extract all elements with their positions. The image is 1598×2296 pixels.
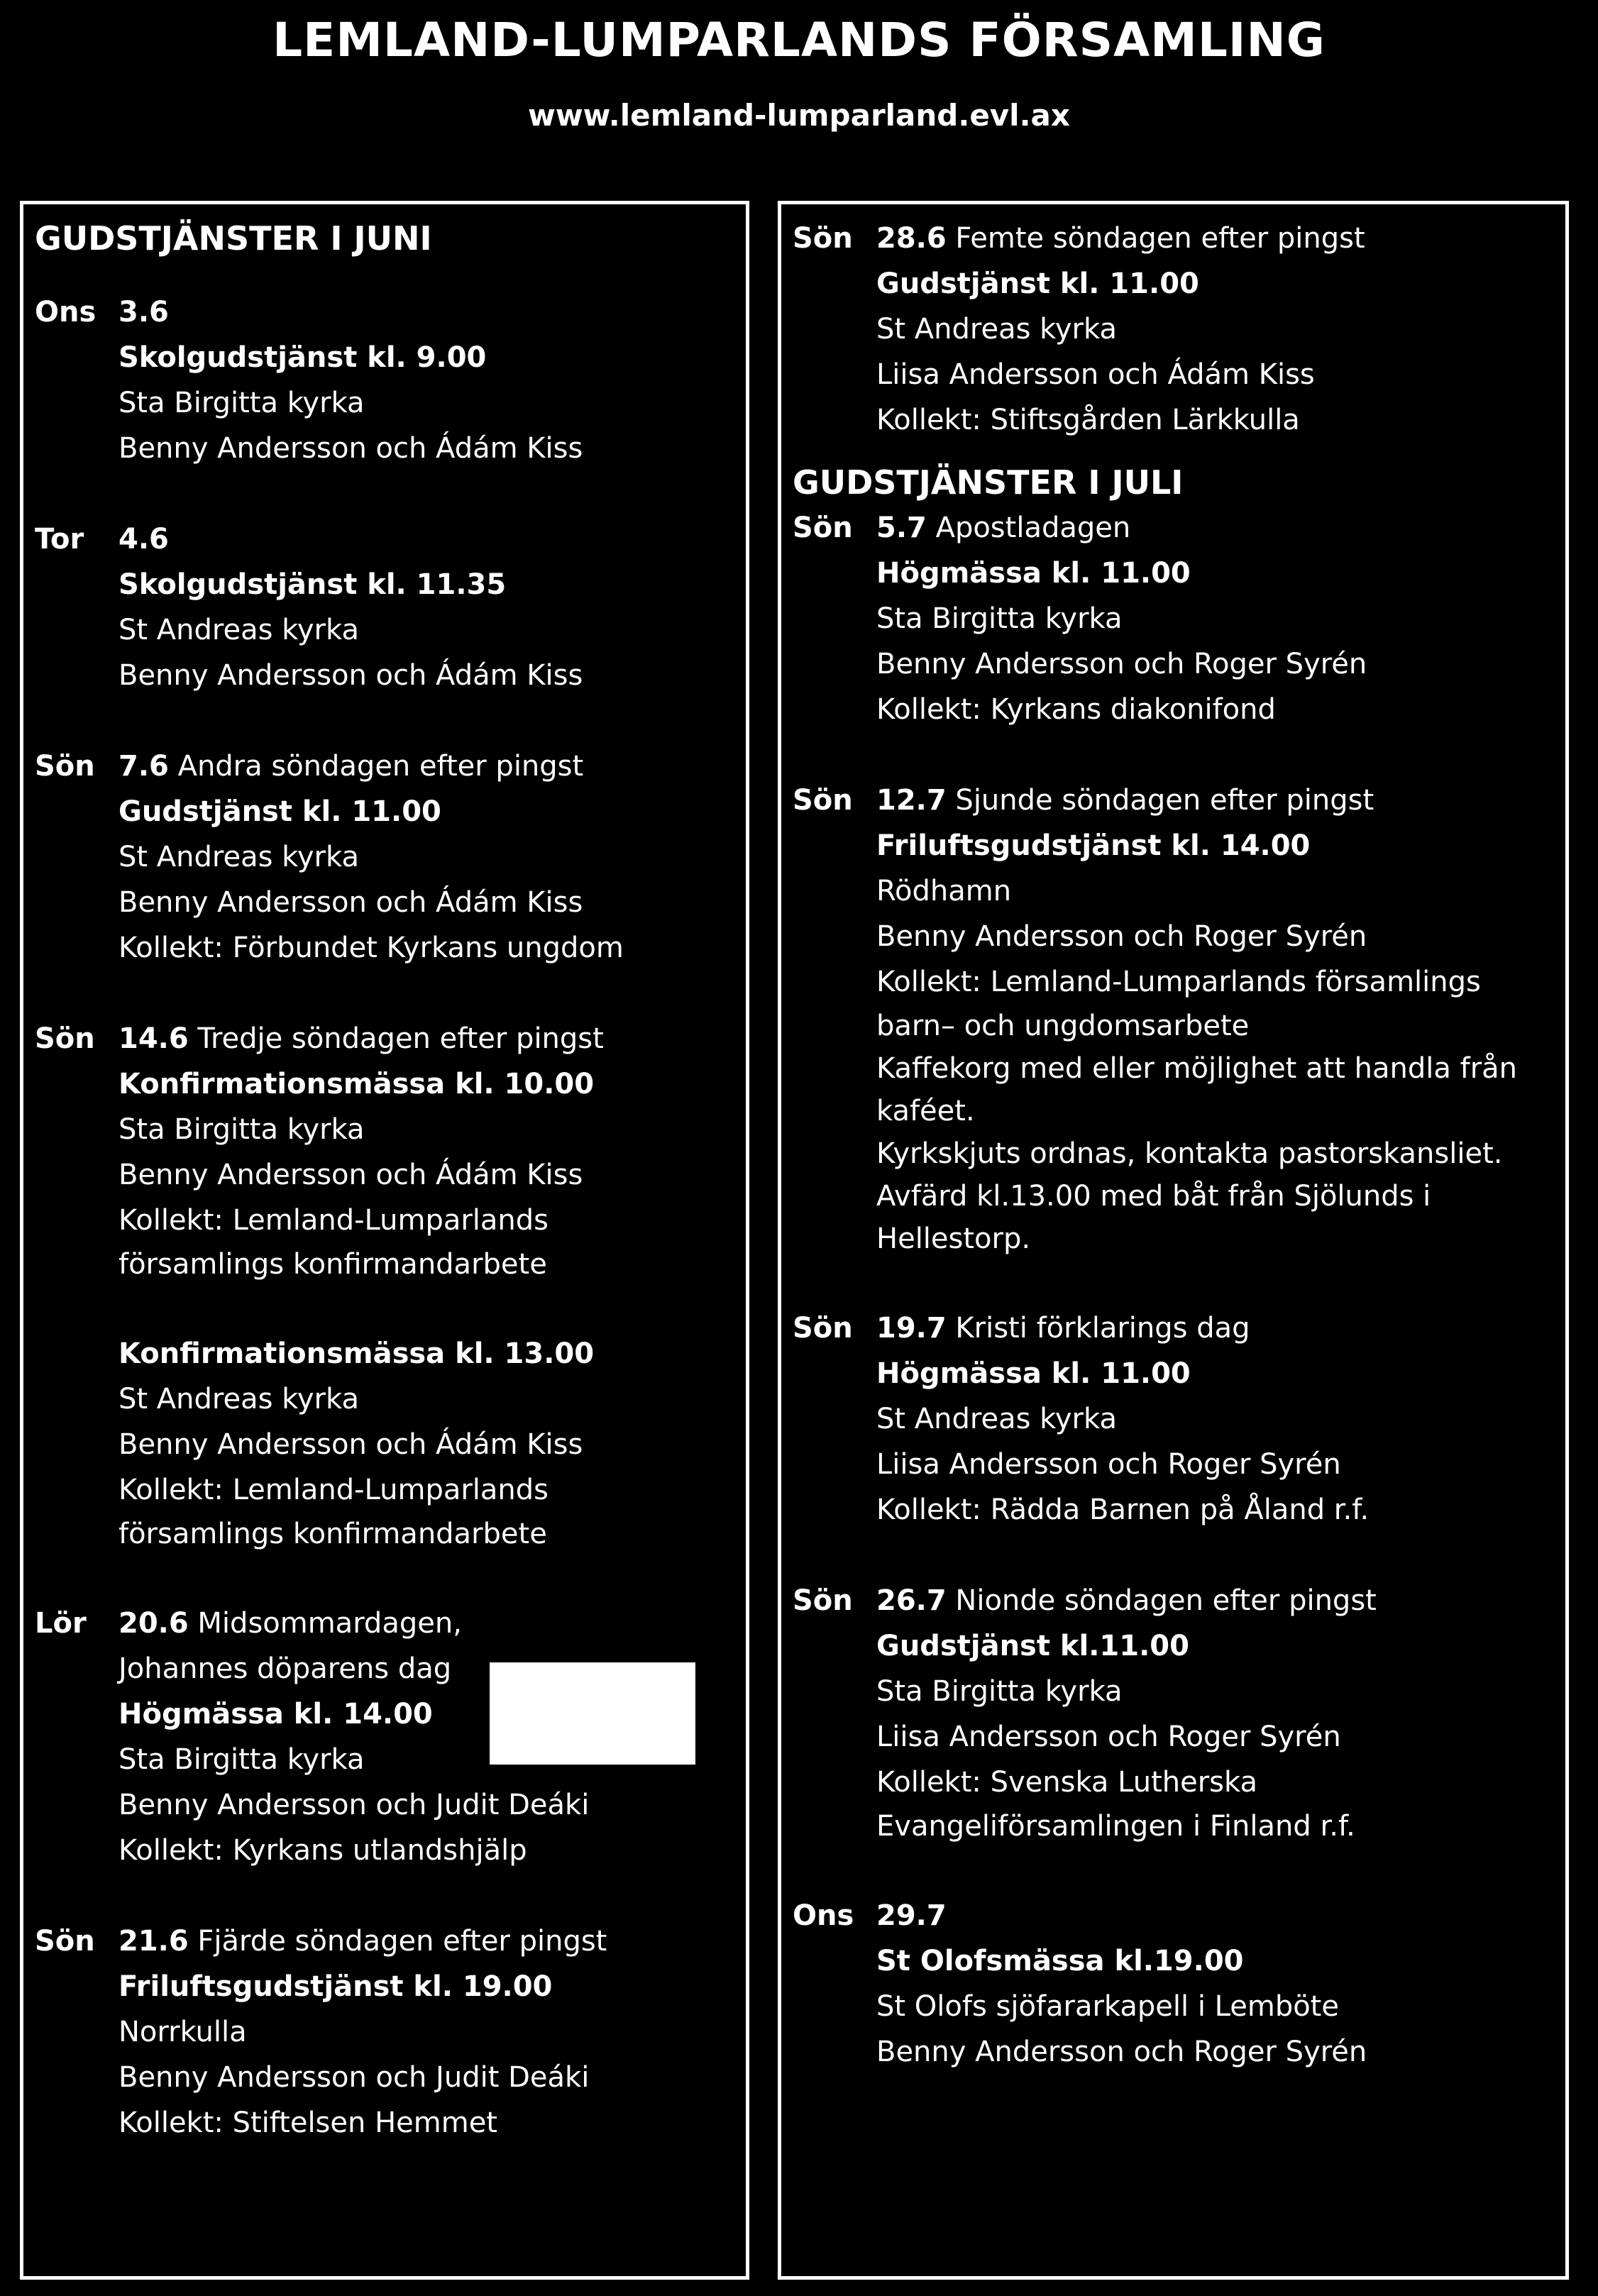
church-location: St Andreas kyrka: [119, 841, 359, 873]
occasion-name: Fjärde söndagen efter pingst: [197, 1925, 607, 1958]
collection-note: Kollekt: Svenska Lutherska: [876, 1766, 1257, 1799]
service-row: [35, 517, 734, 698]
church-location: Sta Birgitta kyrka: [876, 602, 1123, 635]
weekday-label: Sön: [793, 222, 853, 255]
service-type-time: Friluftsgudstjänst kl. 19.00: [119, 1970, 553, 2003]
service-date: 29.7: [876, 1899, 947, 1932]
officiants: Benny Andersson och Roger Syrén: [876, 2036, 1367, 2068]
service-date: 19.7: [876, 1312, 947, 1345]
officiants: Benny Andersson och Roger Syrén: [876, 920, 1367, 953]
service-row: [793, 1893, 1554, 2075]
occasion-name: Femte söndagen efter pingst: [955, 222, 1365, 255]
service-date: 21.6: [119, 1925, 189, 1958]
june-event-list: [35, 289, 734, 2146]
service-date: 12.7: [876, 784, 947, 817]
service-details: [876, 1893, 1554, 2075]
service-entry: [793, 1893, 1554, 2075]
service-details: [119, 1331, 734, 1555]
collection-note: Kollekt: Stiftsgården Lärkkulla: [876, 404, 1300, 436]
service-date: 20.6: [119, 1607, 189, 1640]
collection-note: Kollekt: Kyrkans diakonifond: [876, 693, 1276, 726]
service-type-time: Gudstjänst kl. 11.00: [876, 267, 1199, 300]
collection-note: Kollekt: Lemland-Lumparlands församlings: [876, 966, 1481, 998]
service-details: [876, 505, 1554, 732]
date-line: [876, 1306, 1554, 1351]
service-entry: [35, 289, 734, 471]
date-line: [876, 505, 1554, 551]
officiants: Liisa Andersson och Ádám Kiss: [876, 358, 1315, 391]
weekday-label: Tor: [35, 523, 84, 556]
collection-note: Kollekt: Lemland-Lumparlands: [119, 1474, 549, 1506]
collection-note: församlings konfirmandarbete: [119, 1518, 547, 1550]
service-type-time: Friluftsgudstjänst kl. 14.00: [876, 829, 1311, 862]
occasion-name: Andra söndagen efter pingst: [177, 750, 584, 783]
service-row: [793, 1578, 1554, 1848]
service-entry: [793, 216, 1554, 443]
parish-title: LEMLAND-LUMPARLANDS FÖRSAMLING: [272, 13, 1326, 67]
service-type-time: Högmässa kl. 14.00: [119, 1698, 433, 1731]
service-date: 7.6: [119, 750, 169, 783]
service-entry: [35, 1331, 734, 1555]
date-line: [119, 517, 734, 562]
collection-note: Evangeliförsamlingen i Finland r.f.: [876, 1810, 1355, 1843]
service-details: [876, 1306, 1554, 1533]
church-location: St Olofs sjöfararkapell i Lemböte: [876, 1990, 1339, 2023]
church-location: St Andreas kyrka: [876, 313, 1117, 346]
officiants: Benny Andersson och Roger Syrén: [876, 648, 1367, 680]
weekday-label: [35, 1331, 119, 1555]
service-entry: [793, 1306, 1554, 1533]
service-date: 5.7: [876, 512, 927, 544]
service-details: [876, 216, 1554, 443]
occasion-name: Kristi förklarings dag: [955, 1312, 1250, 1345]
date-line: [876, 778, 1554, 823]
church-location: Rödhamn: [876, 875, 1012, 907]
collection-note: Kollekt: Kyrkans utlandshjälp: [119, 1834, 527, 1867]
service-details: [119, 289, 734, 471]
collection-note: Kyrkskjuts ordnas, kontakta pastorskansliet.: [876, 1137, 1503, 1170]
collection-note: Kollekt: Rädda Barnen på Åland r.f.: [876, 1494, 1370, 1526]
collection-note: barn– och ungdomsarbete: [876, 1010, 1250, 1042]
service-date: 4.6: [119, 523, 169, 556]
officiants: Benny Andersson och Judit Deáki: [119, 1789, 590, 1821]
officiants: Liisa Andersson och Roger Syrén: [876, 1448, 1341, 1481]
date-line: [119, 1919, 734, 1964]
officiants: Benny Andersson och Judit Deáki: [119, 2061, 590, 2094]
date-line: [119, 1016, 734, 1061]
church-location: Sta Birgitta kyrka: [119, 1743, 365, 1776]
weekday-label: Ons: [35, 296, 97, 329]
officiants: Benny Andersson och Ádám Kiss: [119, 659, 583, 692]
collection-note: Kollekt: Stiftelsen Hemmet: [119, 2107, 497, 2139]
date-line: [876, 216, 1554, 261]
july-event-list: [793, 505, 1554, 2075]
collection-note: Hellestorp.: [876, 1222, 1031, 1255]
collection-note: Avfärd kl.13.00 med båt från Sjölunds i: [876, 1180, 1431, 1213]
weekday-label: Lör: [35, 1607, 87, 1640]
weekday-label: Ons: [793, 1899, 854, 1932]
officiants: Benny Andersson och Ádám Kiss: [119, 1159, 583, 1191]
officiants: Liisa Andersson och Roger Syrén: [876, 1721, 1341, 1753]
service-details: [876, 778, 1554, 1260]
church-location: St Andreas kyrka: [119, 1383, 359, 1415]
july-heading: GUDSTJÄNSTER I JULI: [793, 463, 1184, 502]
service-row: [35, 1919, 734, 2146]
service-entry: [35, 1016, 734, 1286]
service-type-time: Skolgudstjänst kl. 9.00: [119, 341, 487, 374]
date-line: [876, 1578, 1554, 1623]
service-entry: [35, 517, 734, 698]
service-entry: [793, 505, 1554, 732]
collection-note: kaféet.: [876, 1095, 975, 1127]
occasion-name-continued: Johannes döparens dag: [119, 1652, 452, 1685]
service-type-time: Gudstjänst kl.11.00: [876, 1630, 1189, 1662]
occasion-name: Apostladagen: [935, 512, 1131, 544]
service-type-time: Konfirmationsmässa kl. 10.00: [119, 1068, 595, 1100]
date-line: [876, 1893, 1554, 1938]
service-type-time: Högmässa kl. 11.00: [876, 1357, 1191, 1390]
service-row: [793, 1306, 1554, 1533]
church-location: Norrkulla: [119, 2016, 247, 2048]
parish-website[interactable]: www.lemland-lumparland.evl.ax: [528, 98, 1070, 133]
collection-note: Kollekt: Lemland-Lumparlands: [119, 1204, 549, 1237]
service-entry: [35, 744, 734, 971]
church-location: Sta Birgitta kyrka: [119, 387, 365, 419]
june-column: [20, 201, 749, 2280]
weekday-label: Sön: [793, 512, 853, 544]
church-location: St Andreas kyrka: [876, 1403, 1117, 1435]
service-type-time: Högmässa kl. 11.00: [876, 557, 1191, 590]
service-details: [119, 517, 734, 698]
service-entry: [35, 1919, 734, 2146]
service-type-time: Skolgudstjänst kl. 11.35: [119, 568, 507, 601]
occasion-name: Tredje söndagen efter pingst: [197, 1022, 604, 1055]
weekday-label: Sön: [793, 1584, 853, 1617]
officiants: Benny Andersson och Ádám Kiss: [119, 1428, 583, 1461]
date-line: [119, 1601, 734, 1646]
officiants: Benny Andersson och Ádám Kiss: [119, 432, 583, 465]
weekday-label: Sön: [793, 1312, 853, 1345]
church-location: Sta Birgitta kyrka: [119, 1113, 365, 1146]
june-end-event-slot: [793, 216, 1554, 443]
service-type-time: Gudstjänst kl. 11.00: [119, 795, 441, 828]
occasion-name: Nionde söndagen efter pingst: [955, 1584, 1377, 1617]
service-row: [35, 1016, 734, 1286]
service-date: 14.6: [119, 1022, 189, 1055]
service-row: [35, 1331, 734, 1555]
collection-note: Kollekt: Förbundet Kyrkans ungdom: [119, 932, 624, 964]
collection-note: församlings konfirmandarbete: [119, 1248, 547, 1281]
service-row: [35, 744, 734, 971]
service-date: 26.7: [876, 1584, 947, 1617]
occasion-name: Midsommardagen,: [197, 1607, 462, 1640]
weekday-label: Sön: [35, 750, 95, 783]
service-row: [793, 778, 1554, 1260]
weekday-label: Sön: [35, 1925, 95, 1958]
service-details: [876, 1578, 1554, 1848]
service-row: [35, 289, 734, 471]
weekday-label: Sön: [793, 784, 853, 817]
collection-note: Kaffekorg med eller möjlighet att handla från: [876, 1052, 1518, 1085]
service-details: [119, 744, 734, 971]
service-row: [793, 216, 1554, 443]
officiants: Benny Andersson och Ádám Kiss: [119, 886, 583, 919]
service-entry: [793, 778, 1554, 1260]
july-column-content: [793, 216, 1554, 2075]
church-location: Sta Birgitta kyrka: [876, 1675, 1123, 1708]
june-heading: GUDSTJÄNSTER I JUNI: [35, 219, 432, 258]
occasion-name: Sjunde söndagen efter pingst: [955, 784, 1374, 817]
date-line: [119, 744, 734, 789]
service-entry: [793, 1578, 1554, 1848]
june-column-content: [35, 216, 734, 2146]
service-details: [119, 1016, 734, 1286]
july-column: [778, 201, 1569, 2280]
weekday-label: Sön: [35, 1022, 95, 1055]
church-location: St Andreas kyrka: [119, 614, 359, 646]
service-row: [793, 505, 1554, 732]
service-details: [119, 1919, 734, 2146]
image-placeholder: [490, 1662, 695, 1765]
service-date: 3.6: [119, 296, 169, 329]
service-type-time: Konfirmationsmässa kl. 13.00: [119, 1337, 595, 1370]
service-date: 28.6: [876, 222, 947, 255]
service-type-time: St Olofsmässa kl.19.00: [876, 1945, 1244, 1977]
date-line: [119, 289, 734, 335]
